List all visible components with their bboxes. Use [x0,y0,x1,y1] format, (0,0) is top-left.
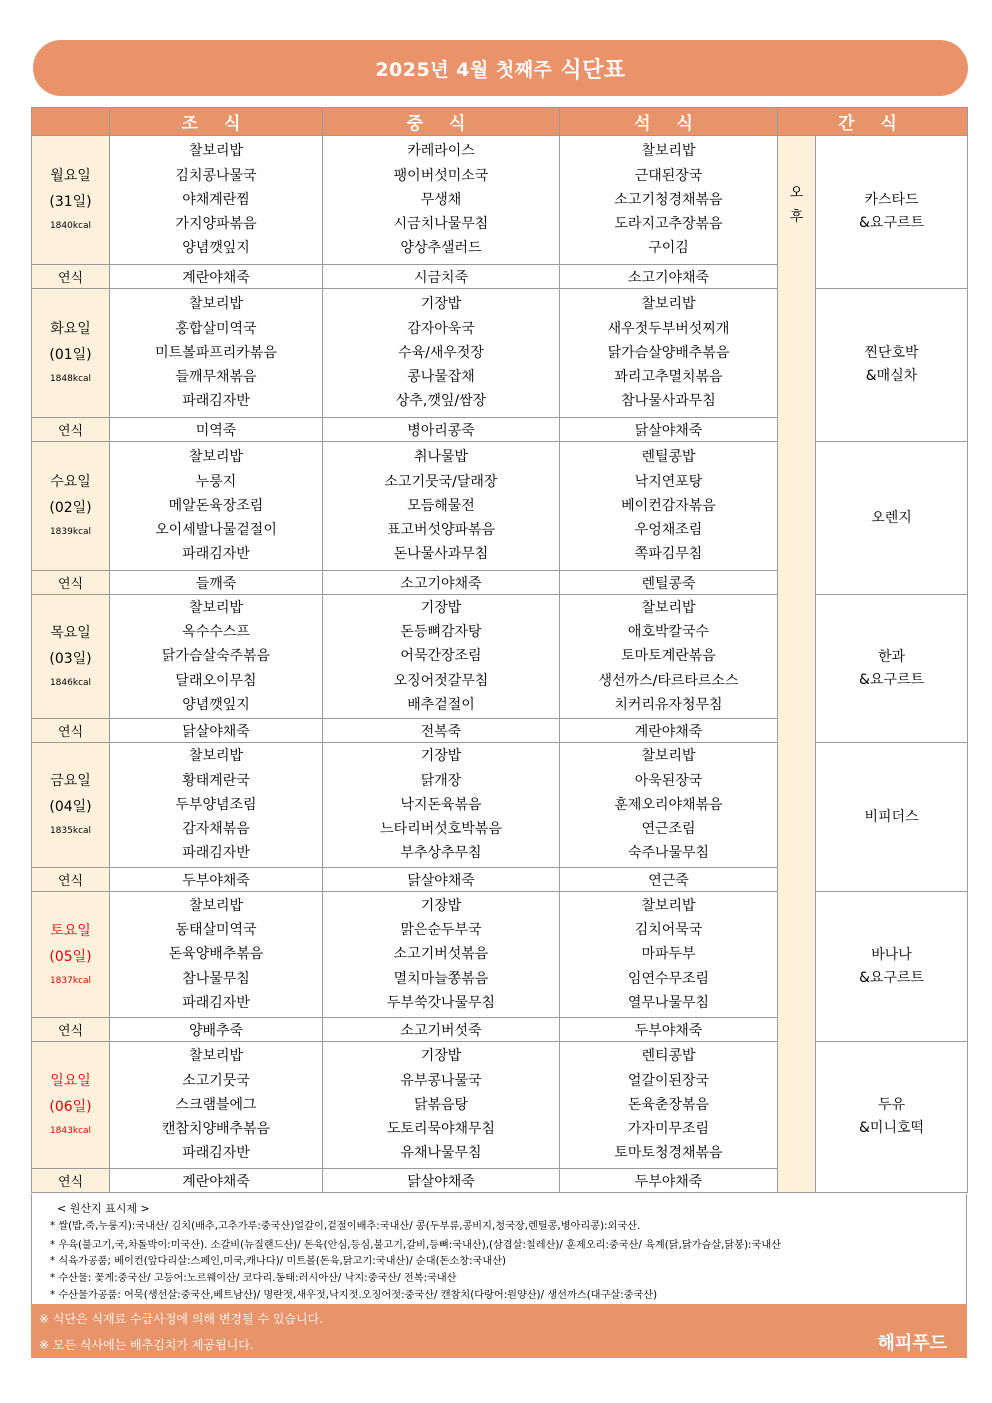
menu-item: 두부양념조림 [175,796,257,813]
menu-item: 콩나물잡채 [407,369,475,386]
dinner-cell [560,743,778,868]
porridge-cell: 닭살야채죽 [560,418,778,442]
day-row [32,442,968,571]
porridge-cell: 들깨죽 [110,571,323,595]
footer [31,1304,967,1358]
snack-cell [816,892,968,1042]
menu-item: 기장밥 [420,748,462,765]
breakfast-cell [110,1042,323,1169]
header-dinner: 석 식 [560,108,778,136]
menu-item: 어묵간장조림 [400,648,482,665]
day-cell [32,595,110,719]
menu-item: 닭가슴살양배추볶음 [607,344,730,361]
origin-section [31,1194,967,1304]
lunch-cell [323,442,560,571]
day-kcal: 1848kcal [49,374,92,384]
footer-note-kimchi: ※ 모든 식사에는 배추김치가 제공됩니다. [39,1338,254,1352]
snack-item: 비피더스 [864,808,919,825]
header-snack: 간 식 [778,108,968,136]
menu-item: 무생채 [420,191,462,208]
porridge-cell: 연근죽 [560,868,778,892]
menu-item: 기장밥 [420,1048,462,1065]
dinner-cell [560,289,778,418]
day-cell [32,892,110,1018]
day-date: (04일) [49,799,92,815]
porridge-cell: 두부야채죽 [560,1169,778,1193]
header-lunch: 중 식 [323,108,560,136]
afternoon-char: 오 [789,185,804,201]
menu-table [31,107,968,1193]
menu-item: 양념깻잎지 [182,240,250,257]
porridge-cell: 미역죽 [110,418,323,442]
menu-body [32,136,968,1193]
day-date: (06일) [49,1099,92,1115]
menu-item: 소고기버섯볶음 [393,946,489,963]
day-row [32,289,968,418]
lunch-cell [323,289,560,418]
menu-item: 찰보리밥 [641,143,696,160]
menu-item: 상추,깻잎/쌈장 [395,393,487,410]
menu-item: 낙지연포탕 [634,473,703,490]
day-date: (31일) [49,194,92,210]
menu-item: 닭가슴살숙주볶음 [161,648,271,665]
origin-line: * 쌀(밥,죽,누룽지):국내산/ 김치(배추,고추가루:중국산)얼갈이,겉절이배추:국내산/ 콩(두부류,콩비지,청국장,렌틸콩,병아리콩):외국산. [50,1221,641,1232]
menu-item: 찰보리밥 [641,897,696,914]
header-blank [32,108,110,136]
menu-item: 감자아욱국 [407,320,475,337]
menu-item: 모듬해물전 [407,497,475,514]
menu-item: 토마토청경채볶음 [614,1145,723,1162]
menu-item: 닭볶음탕 [413,1096,469,1113]
menu-item: 임연수무조림 [627,970,710,987]
menu-item: 양상추샐러드 [400,240,482,257]
afternoon-char: 후 [789,209,804,225]
menu-item: 메알돈육장조림 [168,497,264,514]
porridge-cell: 닭살야채죽 [323,1169,560,1193]
menu-item: 부추상추무침 [400,845,482,862]
menu-item: 찰보리밥 [188,143,244,160]
menu-item: 양념깻잎지 [182,696,250,713]
day-kcal: 1835kcal [49,826,92,836]
menu-item: 찰보리밥 [188,449,244,466]
menu-item: 구이김 [648,240,689,257]
day-date: (05일) [49,948,92,965]
menu-item: 소고기뭇국/달래장 [384,473,498,490]
title-main: 식단표 [560,57,626,83]
menu-item: 돈육양배추볶음 [168,946,264,963]
dinner-cell [560,892,778,1018]
title-bar [33,40,968,96]
snack-item: 두유 [877,1097,906,1113]
menu-item: 찰보리밥 [188,748,244,765]
menu-item: 참나물사과무침 [621,393,716,410]
porridge-cell: 렌틸콩죽 [560,571,778,595]
menu-item: 감자채볶음 [182,821,250,838]
snack-cell [816,743,968,892]
day-kcal: 1840kcal [49,221,92,231]
menu-item: 생선까스/타르타르소스 [598,672,739,689]
dinner-cell [560,1042,778,1169]
menu-item: 우엉채조림 [634,522,703,539]
porridge-cell: 양배추죽 [110,1018,323,1042]
porridge-cell: 소고기버섯죽 [323,1018,560,1042]
menu-item: 파래김자반 [182,546,250,563]
day-date: (02일) [49,500,92,516]
day-cell [32,289,110,418]
day-row [32,595,968,719]
snack-cell [816,595,968,743]
menu-item: 돈육춘장볶음 [627,1096,710,1113]
snack-item: &매실차 [865,368,918,384]
menu-item: 참나물무침 [182,970,250,987]
origin-line: * 식육가공품; 베이컨(앞다리살:스페인,미국,캐나다)/ 미트볼(돈육,닭고기:국내산)/ 순대(돈소창:국내산) [50,1256,507,1267]
soft-diet-label: 연식 [32,265,110,289]
snack-cell [816,289,968,442]
menu-item: 새우젓두부버섯찌개 [607,320,730,337]
day-name: 금요일 [50,773,91,789]
day-row [32,743,968,868]
menu-item: 닭개장 [420,772,462,789]
menu-item: 치커리유자청무침 [614,696,723,713]
menu-item: 연근조림 [641,821,696,838]
menu-item: 맑은순두부국 [400,922,482,939]
origin-line: * 수산물가공품: 어묵(생선살:중국산,베트남산)/ 명란젓,새우젓,낙지젓.오징어젓:중국산/ 캔참치(다랑어:원양산)/ 생선까스(대구살:중국산) [50,1290,658,1301]
menu-item: 동태살미역국 [175,922,257,939]
menu-item: 파래김자반 [182,994,250,1011]
brand-logo: 해피푸드 [877,1333,947,1354]
soft-diet-label: 연식 [32,1169,110,1193]
snack-item: 바나나 [871,946,912,963]
menu-item: 들깨무채볶음 [175,369,257,386]
day-cell [32,743,110,868]
menu-item: 두부쑥갓나물무침 [386,994,496,1011]
menu-item: 마파두부 [641,946,696,963]
soft-diet-label: 연식 [32,719,110,743]
day-name: 토요일 [50,922,91,939]
menu-item: 기장밥 [420,599,462,616]
snack-item: 카스타드 [864,192,919,208]
day-cell [32,442,110,571]
day-kcal: 1839kcal [49,527,92,537]
header-row [32,108,968,136]
menu-item: 열무나물무침 [627,994,710,1011]
menu-item: 찰보리밥 [188,296,244,313]
menu-item: 애호박칼국수 [627,624,710,641]
day-name: 화요일 [50,321,91,337]
day-date: (01일) [49,347,92,363]
snack-cell [816,136,968,289]
menu-item: 파래김자반 [182,393,250,410]
menu-item: 돈등뼈감자탕 [400,624,482,641]
menu-item: 캔참치양배추볶음 [161,1121,271,1138]
porridge-cell: 두부야채죽 [560,1018,778,1042]
soft-diet-label: 연식 [32,1018,110,1042]
menu-item: 소고기뭇국 [182,1072,250,1089]
porridge-cell: 닭살야채죽 [323,868,560,892]
menu-item: 미트볼파프리카볶음 [155,344,277,361]
menu-item: 옥수수스프 [182,624,250,641]
day-cell [32,1042,110,1169]
afternoon-label [778,136,816,1193]
menu-item: 수육/새우젓장 [398,344,484,361]
breakfast-cell [110,136,323,265]
dinner-cell [560,595,778,719]
day-kcal: 1846kcal [49,677,92,688]
menu-item: 찰보리밥 [641,296,696,313]
menu-item: 찰보리밥 [641,599,696,616]
lunch-cell [323,743,560,868]
menu-item: 훈제오리야채볶음 [614,796,723,813]
menu-item: 찰보리밥 [188,599,244,616]
day-kcal: 1837kcal [49,975,92,986]
menu-item: 오이세발나물겉절이 [155,522,277,539]
title-prefix: 2025년 4월 첫째주 [375,58,553,81]
menu-item: 취나물밥 [413,449,469,466]
porridge-cell: 계란야채죽 [560,719,778,743]
porridge-cell: 계란야채죽 [110,265,323,289]
day-row [32,892,968,1018]
snack-item: &요구르트 [859,969,925,986]
soft-diet-label: 연식 [32,571,110,595]
menu-item: 유부콩나물국 [400,1072,482,1089]
menu-item: 멸치마늘쫑볶음 [393,970,489,987]
soft-diet-label: 연식 [32,868,110,892]
porridge-cell: 닭살야채죽 [110,719,323,743]
day-cell [32,136,110,265]
menu-item: 소고기청경채볶음 [614,191,723,208]
day-name: 목요일 [50,624,91,641]
origin-line: * 우육(불고기,국,차돌박이:미국산). 소갈비(뉴질랜드산)/ 돈육(안심,등심,불고기,갈비,등뼈:국내산),(삼겹살:칠레산)/ 훈제오리:중국산/ 육계(닭,닭가슴살,닭봉):국내산 [50,1240,782,1251]
dinner-cell [560,442,778,571]
menu-item: 느타리버섯호박볶음 [380,821,502,838]
menu-item: 야채계란찜 [182,191,250,208]
lunch-cell [323,595,560,719]
menu-item: 쪽파김무침 [634,546,703,563]
snack-item: 찐단호박 [864,345,919,361]
menu-item: 유채나물무침 [400,1145,482,1162]
menu-item: 누룽지 [195,473,237,490]
menu-item: 기장밥 [420,897,462,914]
lunch-cell [323,892,560,1018]
breakfast-cell [110,743,323,868]
footer-note-change: ※ 식단은 식재료 수급사정에 의해 변경될 수 있습니다. [39,1312,324,1326]
menu-item: 숙주나물무침 [627,845,710,862]
menu-item: 돈나물사과무침 [393,546,489,563]
dinner-cell [560,136,778,265]
menu-item: 카레라이스 [407,143,475,160]
snack-item: 오렌지 [871,509,912,526]
menu-item: 근대된장국 [634,167,703,184]
porridge-cell: 병아리콩죽 [323,418,560,442]
porridge-cell: 계란야채죽 [110,1169,323,1193]
breakfast-cell [110,442,323,571]
menu-item: 찰보리밥 [188,897,244,914]
day-name: 월요일 [50,168,91,184]
porridge-cell: 소고기야채죽 [560,265,778,289]
menu-item: 표고버섯양파볶음 [386,522,496,539]
menu-item: 찰보리밥 [641,748,696,765]
snack-cell [816,1042,968,1193]
menu-item: 찰보리밥 [188,1048,244,1065]
day-name: 일요일 [50,1073,91,1089]
menu-item: 배추겉절이 [407,696,475,713]
menu-item: 김치어묵국 [634,922,703,939]
menu-item: 오징어젓갈무침 [393,672,489,689]
menu-item: 기장밥 [420,296,462,313]
porridge-cell: 소고기야채죽 [323,571,560,595]
porridge-cell: 시금치죽 [323,265,560,289]
menu-item: 팽이버섯미소국 [393,167,489,184]
origin-line: * 수산물: 꽃게:중국산/ 고등어:노르웨이산/ 코다리.동태:러시아산/ 낙지:중국산/ 전복:국내산 [50,1273,457,1284]
menu-item: 시금치나물무침 [393,216,489,233]
menu-item: 토마토계란볶음 [621,648,716,665]
day-row [32,1042,968,1169]
menu-item: 낙지돈육볶음 [400,796,482,813]
header-breakfast: 조 식 [110,108,323,136]
menu-item: 김치콩나물국 [175,167,257,184]
menu-item: 아욱된장국 [634,772,703,789]
menu-item: 스크램블에그 [175,1096,257,1113]
menu-item: 달래오이무침 [175,672,257,689]
menu-item: 홍합살미역국 [175,320,257,337]
porridge-cell: 전복죽 [323,719,560,743]
breakfast-cell [110,289,323,418]
origin-heading: < 원산지 표시제 > [57,1202,150,1215]
lunch-cell [323,1042,560,1169]
menu-item: 파래김자반 [182,845,250,862]
menu-item: 베이컨감자볶음 [621,497,716,514]
menu-item: 가자미무조림 [627,1121,710,1138]
day-row [32,136,968,265]
snack-item: &요구르트 [859,671,925,688]
menu-item: 꽈리고추멸치볶음 [614,369,723,386]
menu-item: 황태계란국 [182,772,250,789]
soft-diet-label: 연식 [32,418,110,442]
menu-item: 가지양파볶음 [175,216,257,233]
day-kcal: 1843kcal [49,1126,92,1136]
menu-item: 얼갈이된장국 [627,1072,710,1089]
menu-item: 렌티콩밥 [641,1048,696,1065]
lunch-cell [323,136,560,265]
menu-item: 렌틸콩밥 [641,449,696,466]
snack-item: &요구르트 [859,215,925,231]
snack-item: &미니호떡 [859,1120,925,1136]
porridge-cell: 두부야채죽 [110,868,323,892]
day-date: (03일) [49,650,92,667]
breakfast-cell [110,892,323,1018]
day-name: 수요일 [50,474,91,490]
snack-item: 한과 [877,648,906,665]
snack-cell [816,442,968,595]
breakfast-cell [110,595,323,719]
menu-item: 도토리묵야채무침 [386,1121,496,1138]
menu-item: 도라지고추장볶음 [614,216,723,233]
menu-item: 파래김자반 [182,1145,250,1162]
